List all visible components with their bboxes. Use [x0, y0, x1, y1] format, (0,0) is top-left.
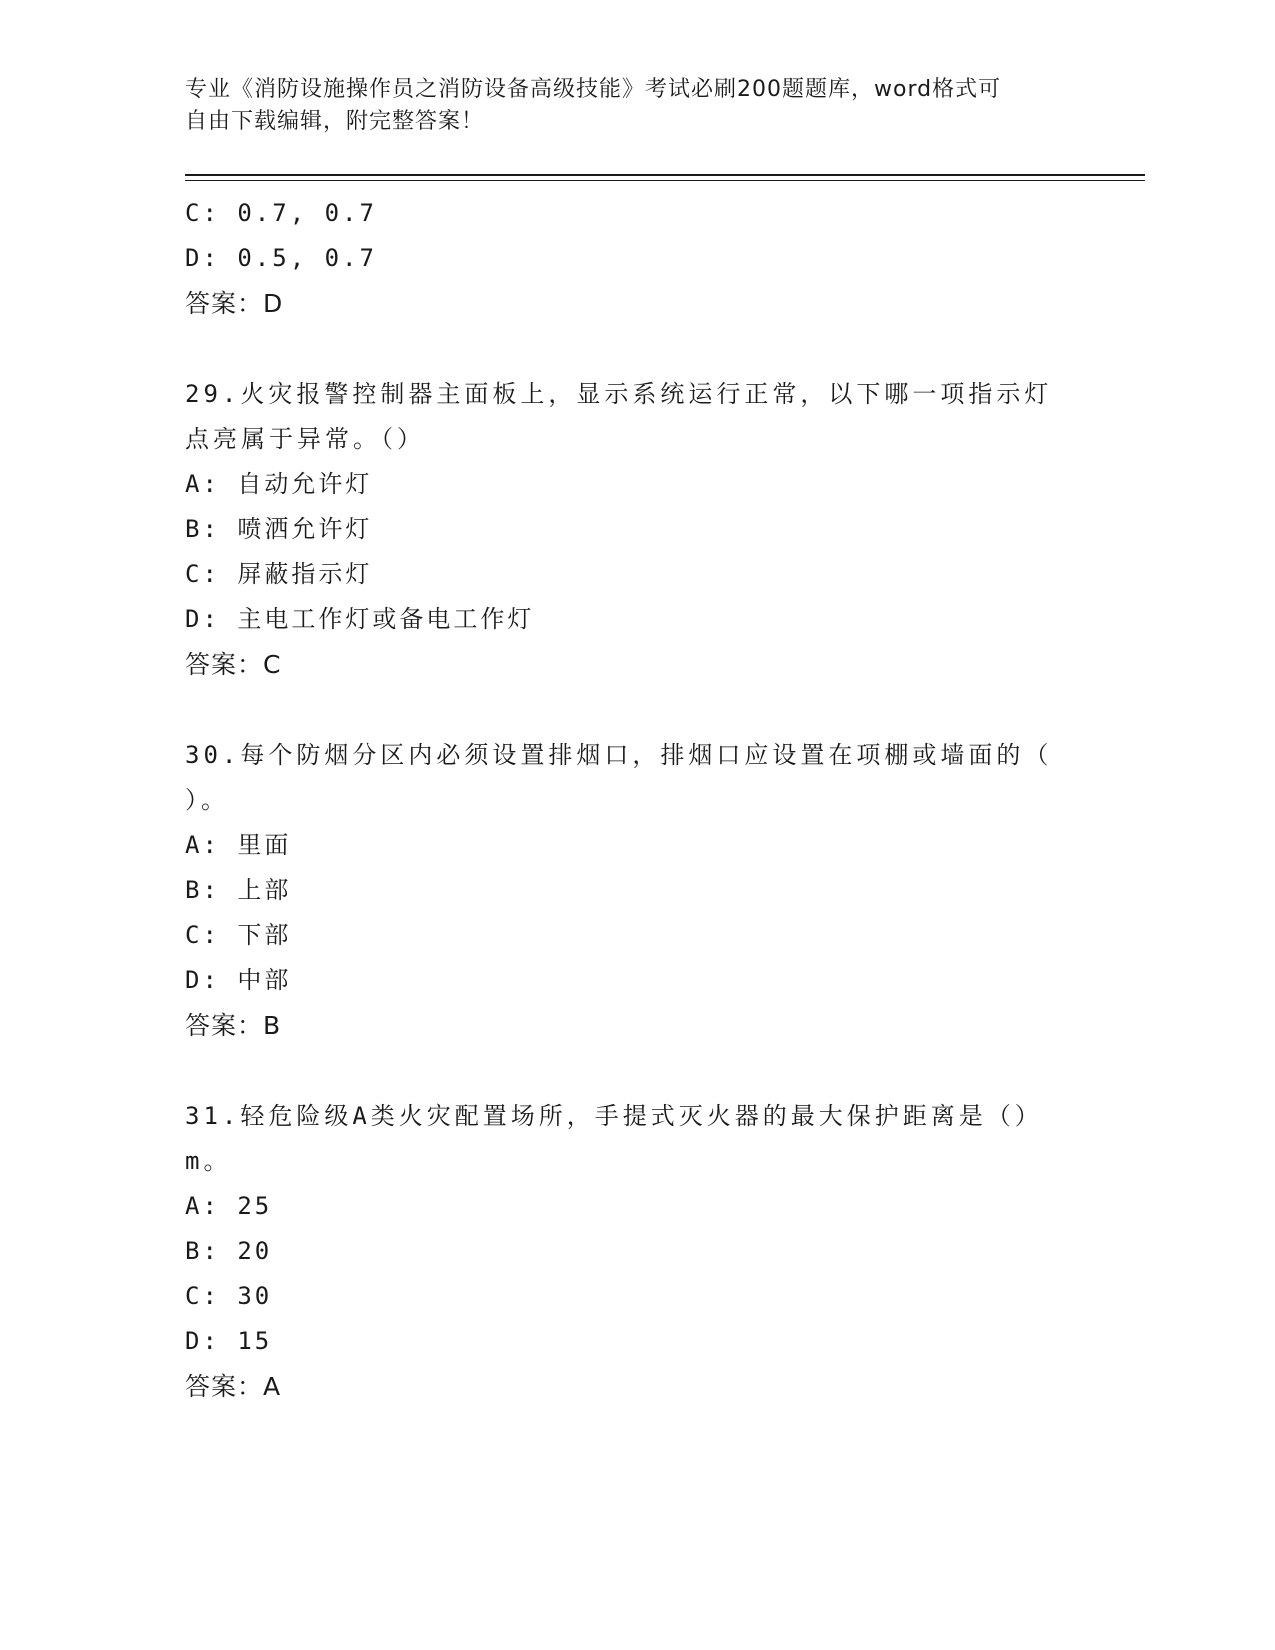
- header-line-1: 专业《消防设施操作员之消防设备高级技能》考试必刷200题题库，word格式可: [185, 77, 1002, 102]
- question-stem-line: 29.火灾报警控制器主面板上，显示系统运行正常，以下哪一项指示灯: [185, 380, 1053, 408]
- question-stem-line: 点亮属于异常。（）: [185, 425, 425, 453]
- option-c: C: 0.7, 0.7: [185, 199, 377, 227]
- option-d: D: 15: [185, 1327, 273, 1355]
- option-d: D: 主电工作灯或备电工作灯: [185, 605, 535, 633]
- question-28-tail: [185, 191, 1085, 326]
- document-header: [185, 74, 1065, 138]
- header-line-2: 自由下载编辑，附完整答案！: [185, 109, 485, 134]
- question-stem-line: 31.轻危险级A类火灾配置场所，手提式灭火器的最大保护距离是（）: [185, 1102, 1043, 1130]
- answer-line: 答案：B: [185, 1011, 282, 1040]
- answer-line: 答案：A: [185, 1372, 282, 1401]
- option-a: A: 里面: [185, 831, 292, 859]
- option-c: C: 屏蔽指示灯: [185, 560, 373, 588]
- option-c: C: 30: [185, 1282, 273, 1310]
- option-d: D: 中部: [185, 966, 292, 994]
- header-divider-thin: [185, 180, 1145, 181]
- question-stem-line: m。: [185, 1147, 232, 1175]
- option-b: B: 20: [185, 1237, 273, 1265]
- question-stem-line: 30.每个防烟分区内必须设置排烟口，排烟口应设置在项棚或墙面的（: [185, 741, 1053, 769]
- option-d: D: 0.5, 0.7: [185, 244, 377, 272]
- question-31: [185, 1094, 1085, 1409]
- option-b: B: 喷洒允许灯: [185, 515, 373, 543]
- option-c: C: 下部: [185, 921, 292, 949]
- answer-line: 答案：D: [185, 289, 284, 318]
- option-a: A: 自动允许灯: [185, 470, 373, 498]
- option-a: A: 25: [185, 1192, 273, 1220]
- question-29: [185, 372, 1085, 687]
- option-b: B: 上部: [185, 876, 292, 904]
- question-content: [185, 191, 1085, 1409]
- answer-line: 答案：C: [185, 650, 282, 679]
- question-stem-line: ）。: [185, 786, 229, 814]
- header-divider-thick: [185, 174, 1145, 176]
- question-30: [185, 733, 1085, 1048]
